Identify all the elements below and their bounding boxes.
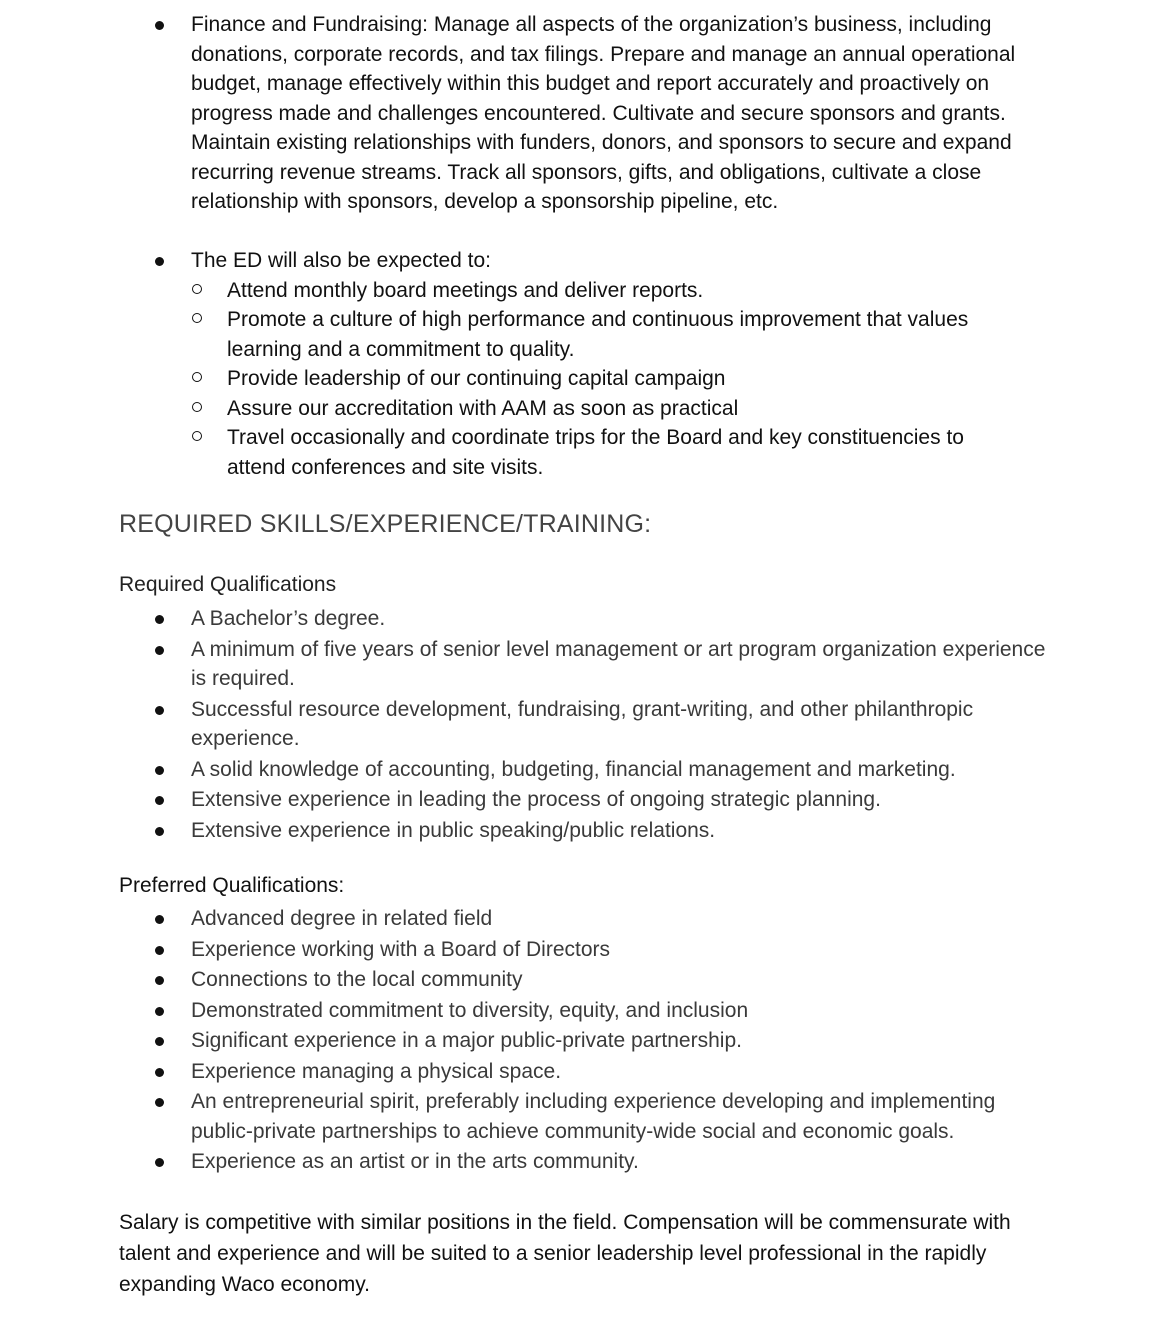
list-item xyxy=(0,246,1061,276)
list-item xyxy=(0,1087,1061,1146)
list-item xyxy=(0,1147,1061,1177)
salary-paragraph: Salary is competitive with similar positions in the field. Compensation will be commensurate with talent and experience and will be suited to a senior leadership level professional in the rapidly expanding Waco economy. xyxy=(119,1211,1011,1296)
required-item-text: A minimum of five years of senior level management or art program organization experience is required. xyxy=(191,637,1046,690)
list-item xyxy=(0,635,1061,694)
bullet-icon xyxy=(155,827,164,836)
preferred-list xyxy=(0,904,1061,1177)
ed-intro-text: The ED will also be expected to: xyxy=(191,249,491,272)
bullet-icon xyxy=(155,796,164,805)
finance-item-text: Finance and Fundraising: Manage all aspects of the organization’s business, including donations, corporate records, and tax filings. Prepare and manage an annual operational budget, manage effectively within this budget and report accurately and proactively on progress made and challenges encountered. Cultivate and secure sponsors and grants. Maintain existing relationships with funders, donors, and sponsors to secure and expand recurring revenue streams. Track all sponsors, gifts, and obligations, cultivate a close relationship with sponsors, develop a sponsorship pipeline, etc. xyxy=(191,13,1016,213)
section-heading: REQUIRED SKILLS/EXPERIENCE/TRAINING: xyxy=(119,510,652,538)
preferred-item-text: Demonstrated commitment to diversity, equity, and inclusion xyxy=(191,998,749,1022)
sub-list-item xyxy=(0,394,1061,424)
list-item xyxy=(0,755,1061,785)
list-item xyxy=(0,1026,1061,1056)
preferred-item-text: An entrepreneurial spirit, preferably including experience developing and implementing public-private partnerships to achieve community-wide social and economic goals. xyxy=(191,1090,996,1143)
bullet-icon xyxy=(155,615,164,624)
required-item-text: A solid knowledge of accounting, budgeting, financial management and marketing. xyxy=(191,757,956,781)
bullet-icon xyxy=(155,976,164,985)
required-item-text: A Bachelor’s degree. xyxy=(191,607,386,630)
list-item xyxy=(0,816,1061,846)
sub-item-text: Promote a culture of high performance and continuous improvement that values learning and a commitment to quality. xyxy=(227,308,969,361)
list-item xyxy=(0,604,1061,634)
ed-bullet-block xyxy=(0,246,1061,482)
hollow-bullet-icon xyxy=(192,431,202,441)
sub-list-item xyxy=(0,276,1061,306)
required-item-text: Successful resource development, fundraising, grant-writing, and other philanthropic experience. xyxy=(191,697,974,750)
sub-item-text: Provide leadership of our continuing capital campaign xyxy=(227,367,726,390)
preferred-item-text: Experience managing a physical space. xyxy=(191,1059,562,1083)
sub-list-item xyxy=(0,423,1061,482)
sub-item-text: Attend monthly board meetings and deliver reports. xyxy=(227,278,704,302)
bullet-icon xyxy=(155,915,164,924)
bullet-icon xyxy=(155,646,164,655)
hollow-bullet-icon xyxy=(192,284,202,294)
list-item xyxy=(0,10,1061,217)
hollow-bullet-icon xyxy=(192,372,202,382)
list-item xyxy=(0,904,1061,934)
bullet-icon xyxy=(155,1037,164,1046)
bullet-icon xyxy=(155,21,164,30)
list-item xyxy=(0,695,1061,754)
bullet-icon xyxy=(155,1007,164,1016)
list-item xyxy=(0,935,1061,965)
hollow-bullet-icon xyxy=(192,313,202,323)
required-item-text: Extensive experience in public speaking/public relations. xyxy=(191,818,716,842)
preferred-item-text: Experience as an artist or in the arts community. xyxy=(191,1150,639,1173)
bullet-icon xyxy=(155,766,164,775)
sub-list-item xyxy=(0,364,1061,394)
preferred-qualifications-title: Preferred Qualifications: xyxy=(119,874,345,897)
bullet-icon xyxy=(155,706,164,715)
preferred-item-text: Significant experience in a major public-private partnership. xyxy=(191,1029,742,1052)
list-item xyxy=(0,996,1061,1026)
bullet-icon xyxy=(155,1098,164,1107)
bullet-icon xyxy=(155,1068,164,1077)
required-list xyxy=(0,604,1061,845)
finance-bullet-block xyxy=(0,10,1061,217)
sub-item-text: Assure our accreditation with AAM as soon as practical xyxy=(227,396,739,420)
required-qualifications-title: Required Qualifications xyxy=(119,573,337,596)
bullet-icon xyxy=(155,946,164,955)
preferred-item-text: Connections to the local community xyxy=(191,968,523,991)
sub-item-text: Travel occasionally and coordinate trips for the Board and key constituencies to attend conferences and site visits. xyxy=(227,426,964,479)
bullet-icon xyxy=(155,1158,164,1167)
list-item xyxy=(0,785,1061,815)
sub-list-item xyxy=(0,305,1061,364)
required-item-text: Extensive experience in leading the process of ongoing strategic planning. xyxy=(191,788,881,811)
list-item xyxy=(0,1057,1061,1087)
hollow-bullet-icon xyxy=(192,402,202,412)
list-item xyxy=(0,965,1061,995)
preferred-item-text: Advanced degree in related field xyxy=(191,907,493,930)
preferred-item-text: Experience working with a Board of Directors xyxy=(191,937,611,961)
bullet-icon xyxy=(155,257,164,266)
